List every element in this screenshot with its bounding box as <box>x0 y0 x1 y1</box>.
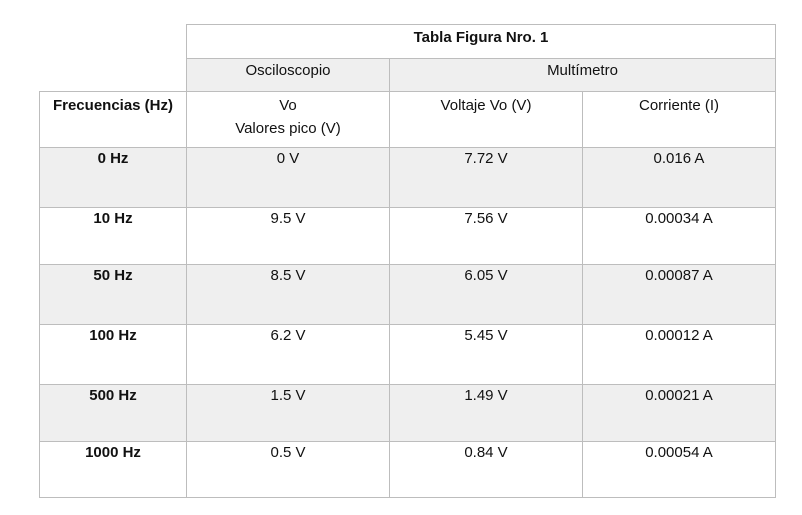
cell-voltaje: 5.45 V <box>390 325 583 385</box>
cell-corriente: 0.016 A <box>583 148 776 208</box>
cell-frecuencia: 500 Hz <box>40 385 187 442</box>
header-vo <box>187 92 390 148</box>
table-row <box>40 265 776 325</box>
title-row <box>40 25 776 59</box>
cell-frecuencia: 100 Hz <box>40 325 187 385</box>
cell-corriente: 0.00087 A <box>583 265 776 325</box>
header-vo-line2: Valores pico (V) <box>235 120 341 137</box>
cell-voltaje: 6.05 V <box>390 265 583 325</box>
table-row <box>40 442 776 498</box>
cell-corriente: 0.00012 A <box>583 325 776 385</box>
empty-corner <box>40 25 187 59</box>
header-osciloscopio: Osciloscopio <box>187 59 390 92</box>
table-row <box>40 385 776 442</box>
table-row <box>40 208 776 265</box>
cell-frecuencia: 1000 Hz <box>40 442 187 498</box>
column-header-row <box>40 92 776 148</box>
cell-valor-pico: 0.5 V <box>187 442 390 498</box>
header-multimetro: Multímetro <box>390 59 776 92</box>
cell-frecuencia: 10 Hz <box>40 208 187 265</box>
cell-valor-pico: 6.2 V <box>187 325 390 385</box>
cell-valor-pico: 0 V <box>187 148 390 208</box>
cell-corriente: 0.00021 A <box>583 385 776 442</box>
header-frecuencias: Frecuencias (Hz) <box>40 92 187 148</box>
cell-valor-pico: 1.5 V <box>187 385 390 442</box>
table-row <box>40 325 776 385</box>
cell-valor-pico: 9.5 V <box>187 208 390 265</box>
data-table <box>39 24 776 498</box>
empty-corner-2 <box>40 59 187 92</box>
header-corriente: Corriente (I) <box>583 92 776 148</box>
cell-voltaje: 1.49 V <box>390 385 583 442</box>
cell-voltaje: 0.84 V <box>390 442 583 498</box>
cell-valor-pico: 8.5 V <box>187 265 390 325</box>
header-voltaje: Voltaje Vo (V) <box>390 92 583 148</box>
cell-voltaje: 7.72 V <box>390 148 583 208</box>
table-title: Tabla Figura Nro. 1 <box>187 25 776 59</box>
group-header-row <box>40 59 776 92</box>
cell-corriente: 0.00054 A <box>583 442 776 498</box>
header-vo-line1: Vo <box>279 97 297 114</box>
cell-voltaje: 7.56 V <box>390 208 583 265</box>
cell-frecuencia: 50 Hz <box>40 265 187 325</box>
table-row <box>40 148 776 208</box>
cell-corriente: 0.00034 A <box>583 208 776 265</box>
cell-frecuencia: 0 Hz <box>40 148 187 208</box>
